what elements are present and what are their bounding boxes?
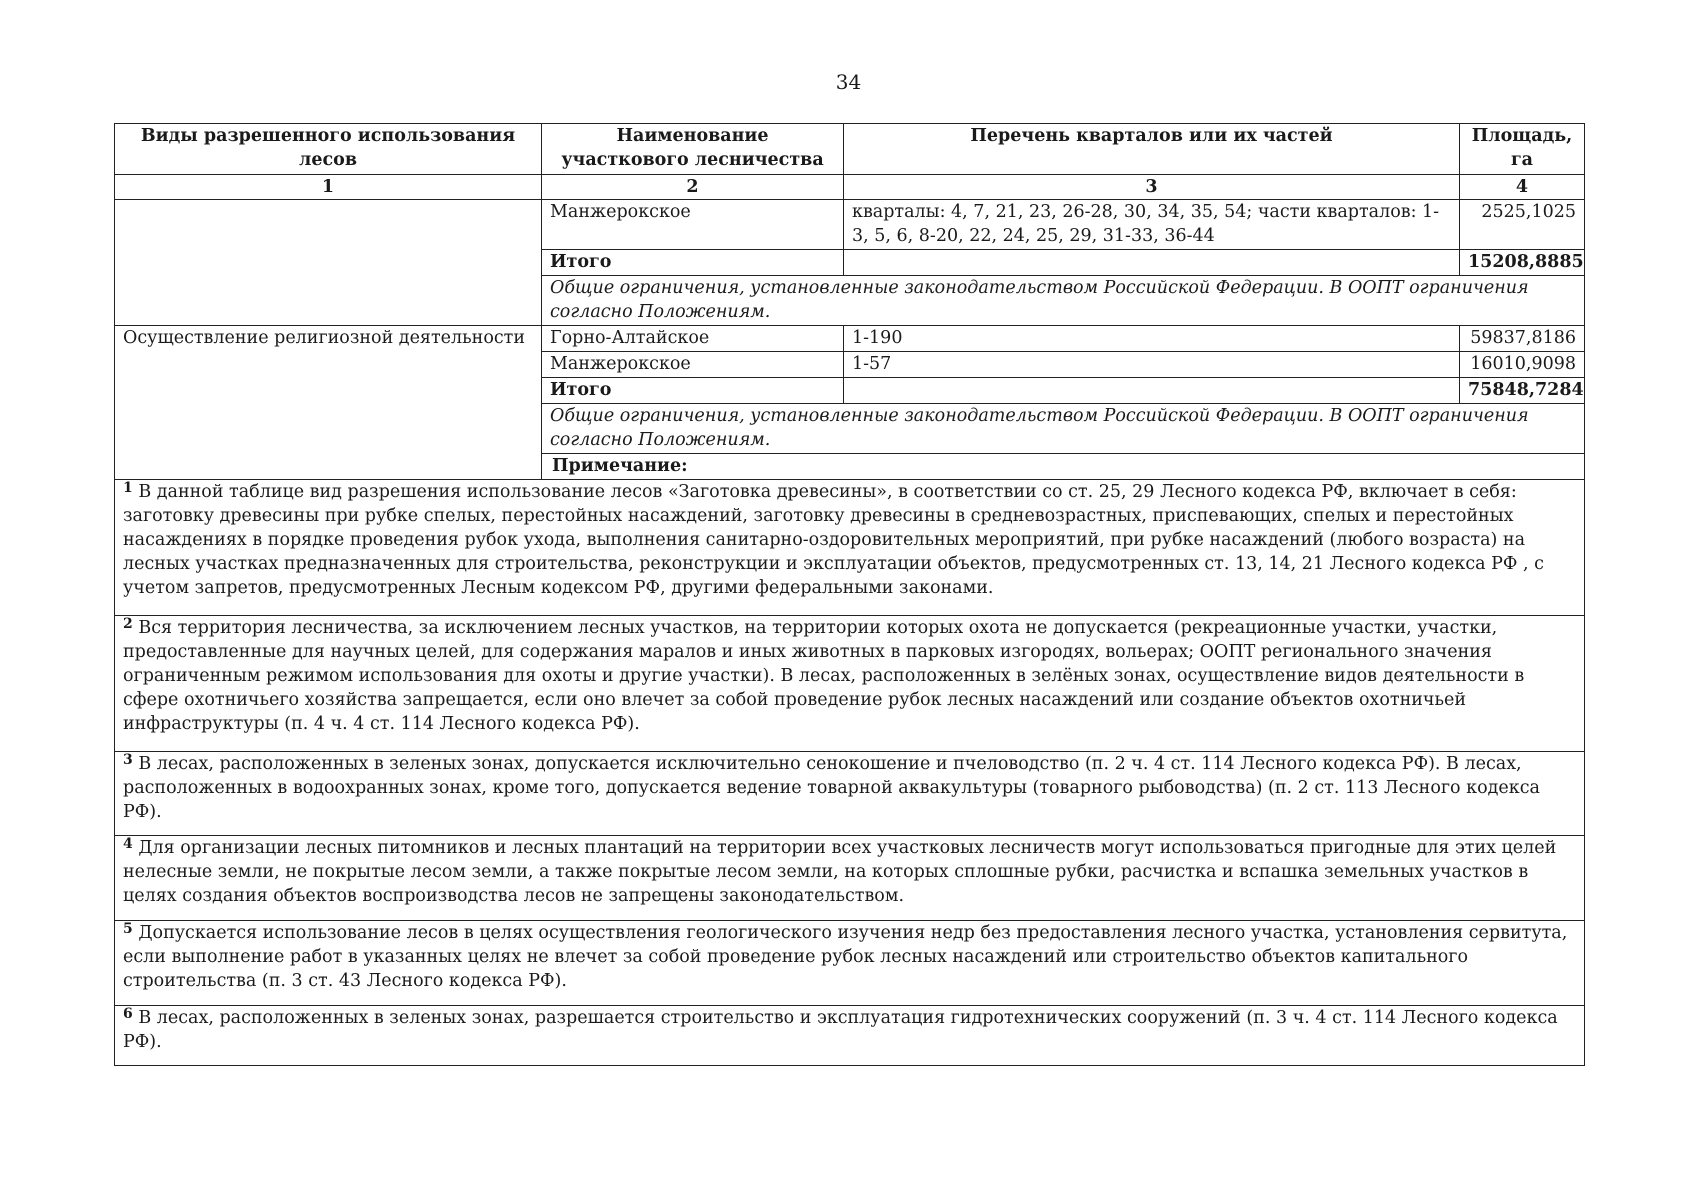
- column-number-2: 2: [542, 175, 844, 200]
- note-row: [115, 616, 1585, 752]
- note-row: [115, 921, 1585, 1006]
- forest-use-table: [114, 123, 1585, 1066]
- forestry-name: Манжерокское: [542, 352, 844, 378]
- area-value: 59837,8186: [1460, 326, 1585, 352]
- column-number-row: [115, 175, 1585, 200]
- header-quarters: Перечень кварталов или их частей: [844, 124, 1460, 175]
- total-empty-cell: [844, 378, 1460, 404]
- column-number-1: 1: [115, 175, 542, 200]
- area-value: 2525,1025: [1460, 200, 1585, 250]
- total-area: 15208,8885: [1460, 250, 1585, 276]
- quarters-list: 1-57: [844, 352, 1460, 378]
- note-number: 4: [123, 836, 133, 852]
- note-text: Вся территория лесничества, за исключением лесных участков, на территории которых охота не допускается (рекреационные участки, участки, предоставленные для научных целей, для содержания маралов и иных животных в парковых изгородях, вольерах; ООПТ регионального значения ограниченным режимом использования для охоты и другие участки). В лесах, расположенных в зелёных зонах, осуществление видов деятельности в сфере охотничьего хозяйства запрещается, если оно влечет за собой проведение рубок лесных насаждений или создание объектов охотничьей инфраструктуры (п. 4 ч. 4 ст. 114 Лесного кодекса РФ).: [123, 618, 1525, 734]
- note-number: 5: [123, 921, 133, 937]
- quarters-list: 1-190: [844, 326, 1460, 352]
- note-text: В данной таблице вид разрешения использование лесов «Заготовка древесины», в соответствии со ст. 25, 29 Лесного кодекса РФ, включает в себя: заготовку древесины при рубке спелых, перестойных насаждений, заготовку древесины в средневозрастных, приспевающих, спелых и перестойных насаждениях в порядке проведения рубок ухода, выполнения санитарно-оздоровительных мероприятий, при рубке насаждений (любого возраста) на лесных участках предназначенных для строительства, реконструкции и эксплуатации объектов, предусмотренных ст. 13, 14, 21 Лесного кодекса РФ , с учетом запретов, предусмотренных Лесным кодексом РФ, другими федеральными законами.: [123, 482, 1544, 598]
- table-row: [115, 326, 1585, 352]
- note-text: Допускается использование лесов в целях осуществления геологического изучения недр без предоставления лесного участка, установления сервитута, если выполнение работ в указанных целях не влечет за собой проведение рубок лесных насаждений или строительство объектов капитального строительства (п. 3 ст. 43 Лесного кодекса РФ).: [123, 923, 1568, 991]
- note-item: [115, 752, 1585, 836]
- note-text: Для организации лесных питомников и лесных плантаций на территории всех участковых лесничеств могут использоваться пригодные для этих целей нелесные земли, не покрытые лесом земли, а также покрытые лесом земли, на которых сплошные рубки, расчистка и вспашка земельных участков в целях создания объектов воспроизводства лесов не запрещены законодательством.: [123, 838, 1557, 906]
- activity-name: Осуществление религиозной деятельности: [115, 326, 542, 480]
- note-number: 6: [123, 1006, 133, 1022]
- notes-heading: Примечание:: [542, 454, 1585, 480]
- note-text: В лесах, расположенных в зеленых зонах, допускается исключительно сенокошение и пчеловодство (п. 2 ч. 4 ст. 114 Лесного кодекса РФ). В лесах, расположенных в водоохранных зонах, кроме того, допускается ведение товарной аквакультуры (товарного рыбоводства) (п. 2 ст. 113 Лесного кодекса РФ).: [123, 754, 1540, 822]
- restriction-text: Общие ограничения, установленные законодательством Российской Федерации. В ООПТ ограничения согласно Положениям.: [542, 404, 1585, 454]
- column-number-3: 3: [844, 175, 1460, 200]
- restriction-text: Общие ограничения, установленные законодательством Российской Федерации. В ООПТ ограничения согласно Положениям.: [542, 276, 1585, 326]
- header-forestry: Наименование участкового лесничества: [542, 124, 844, 175]
- note-row: [115, 836, 1585, 921]
- activity-cell-empty: [115, 200, 542, 326]
- quarters-list: кварталы: 4, 7, 21, 23, 26-28, 30, 34, 35, 54; части кварталов: 1-3, 5, 6, 8-20, 22, 24, 25, 29, 31-33, 36-44: [844, 200, 1460, 250]
- forestry-name: Горно-Алтайское: [542, 326, 844, 352]
- forestry-name: Манжерокское: [542, 200, 844, 250]
- table-row: [115, 200, 1585, 250]
- header-use-type: Виды разрешенного использования лесов: [115, 124, 542, 175]
- note-row: [115, 480, 1585, 616]
- page-number: 34: [835, 70, 862, 94]
- note-number: 2: [123, 616, 133, 632]
- note-item: [115, 836, 1585, 921]
- column-number-4: 4: [1460, 175, 1585, 200]
- note-number: 3: [123, 752, 133, 768]
- note-row: [115, 752, 1585, 836]
- note-item: [115, 616, 1585, 752]
- total-area: 75848,7284: [1460, 378, 1585, 404]
- total-label: Итого: [542, 378, 844, 404]
- note-number: 1: [123, 480, 133, 496]
- total-label: Итого: [542, 250, 844, 276]
- note-item: [115, 480, 1585, 616]
- area-value: 16010,9098: [1460, 352, 1585, 378]
- total-empty-cell: [844, 250, 1460, 276]
- note-text: В лесах, расположенных в зеленых зонах, разрешается строительство и эксплуатация гидротехнических сооружений (п. 3 ч. 4 ст. 114 Лесного кодекса РФ).: [123, 1008, 1558, 1052]
- note-item: [115, 921, 1585, 1006]
- header-row: [115, 124, 1585, 175]
- note-item: [115, 1006, 1585, 1066]
- header-area: Площадь, га: [1460, 124, 1585, 175]
- note-row: [115, 1006, 1585, 1066]
